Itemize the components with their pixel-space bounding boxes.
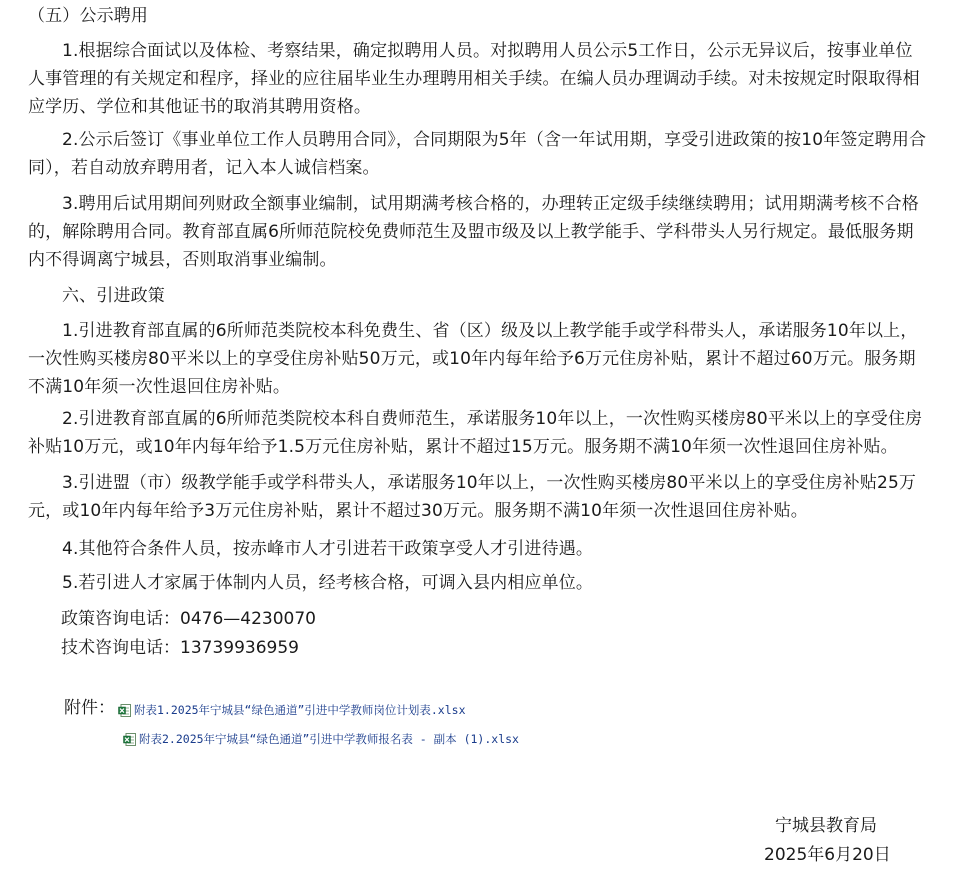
section-five-item-2: 2.公示后签订《事业单位工作人员聘用合同》，合同期限为5年（含一年试用期，享受引进政策的按10年签定聘用合同），若自动放弃聘用者，记入本人诚信档案。 — [28, 130, 927, 178]
section-six-item-4: 4.其他符合条件人员，按赤峰市人才引进若干政策享受人才引进待遇。 — [62, 539, 594, 559]
attachment-filename-2: 附表2.2025年宁城县“绿色通道”引进中学教师报名表 - 副本 (1).xlsx — [139, 732, 519, 746]
section-five-title: （五）公示聘用 — [28, 6, 149, 26]
section-five-item-1: 1.根据综合面试以及体检、考察结果，确定拟聘用人员。对拟聘用人员公示5工作日，公示无异议后，按事业单位人事管理的有关规定和程序，择业的应往届毕业生办理聘用相关手续。在编人员办理调动手续。对未按规定时限取得相应学历、学位和其他证书的取消其聘用资格。 — [28, 41, 920, 117]
policy-contact-phone: 政策咨询电话：0476—4230070 — [61, 609, 316, 629]
attachment-link-1[interactable] — [118, 702, 466, 718]
attachments-label: 附件： — [64, 698, 115, 718]
section-six-item-1: 1.引进教育部直属的6所师范类院校本科免费生、省（区）级及以上教学能手或学科带头人，承诺服务10年以上，一次性购买楼房80平米以上的享受住房补贴50万元，或10年内每年给予6万元住房补贴，累计不超过60万元。服务期不满10年须一次性退回住房补贴。 — [28, 321, 918, 397]
section-six-item-2: 2.引进教育部直属的6所师范类院校本科自费师范生，承诺服务10年以上，一次性购买楼房80平米以上的享受住房补贴10万元，或10年内每年给予1.5万元住房补贴，累计不超过15万元。服务期不满10年须一次性退回住房补贴。 — [28, 409, 923, 457]
excel-file-icon — [118, 704, 131, 717]
issuing-organization: 宁城县教育局 — [775, 816, 877, 836]
issue-date: 2025年6月20日 — [764, 845, 891, 865]
attachment-filename-1: 附表1.2025年宁城县“绿色通道”引进中学教师岗位计划表.xlsx — [134, 703, 466, 717]
section-six-item-5: 5.若引进人才家属于体制内人员，经考核合格，可调入县内相应单位。 — [62, 573, 594, 593]
excel-file-icon — [123, 733, 136, 746]
section-six-title: 六、引进政策 — [62, 286, 165, 306]
attachment-link-2[interactable] — [123, 731, 519, 747]
tech-contact-phone: 技术咨询电话：13739936959 — [61, 638, 299, 658]
section-six-item-3: 3.引进盟（市）级教学能手或学科带头人，承诺服务10年以上，一次性购买楼房80平米以上的享受住房补贴25万元，或10年内每年给予3万元住房补贴，累计不超过30万元。服务期不满10年须一次性退回住房补贴。 — [28, 473, 917, 521]
section-five-item-3: 3.聘用后试用期间列财政全额事业编制，试用期满考核合格的，办理转正定级手续继续聘用；试用期满考核不合格的，解除聘用合同。教育部直属6所师范院校免费师范生及盟市级及以上教学能手、学科带头人另行规定。最低服务期内不得调离宁城县，否则取消事业编制。 — [28, 194, 919, 270]
